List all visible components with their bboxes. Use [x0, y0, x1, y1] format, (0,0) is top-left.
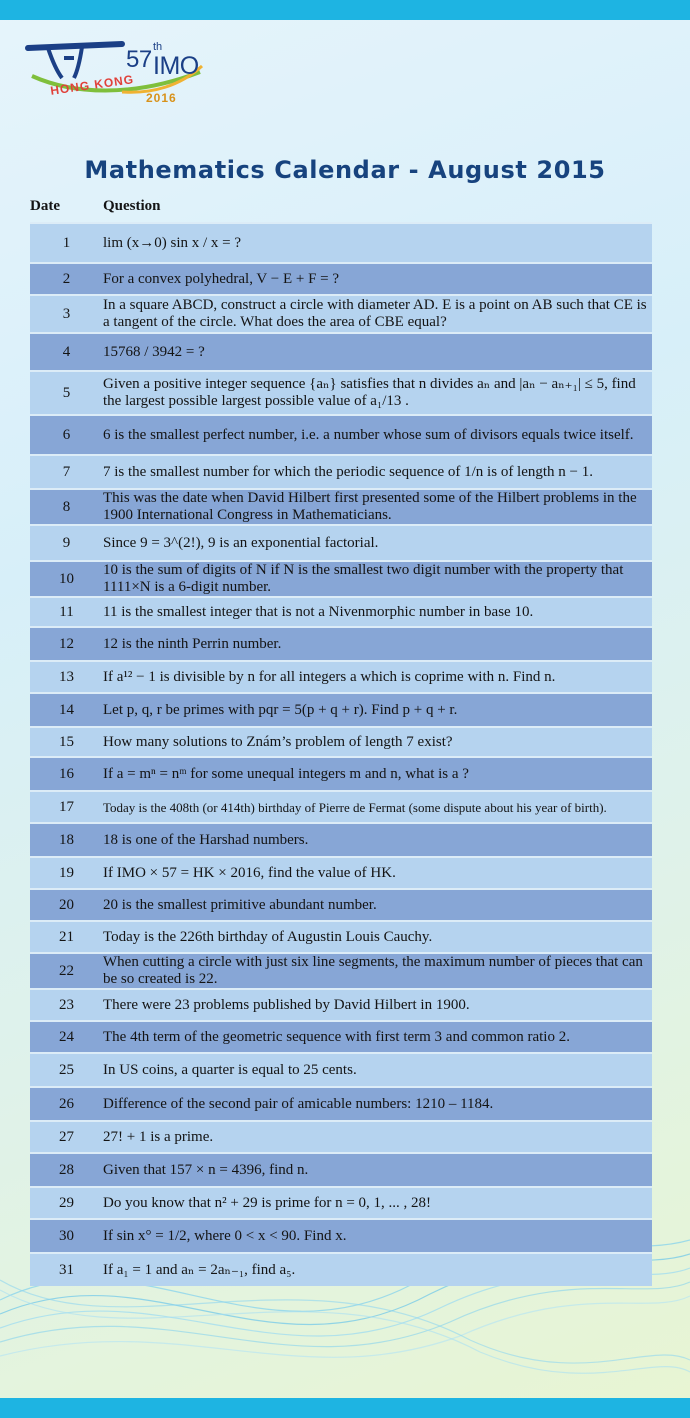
- row-question: 6 is the smallest perfect number, i.e. a number whose sum of divisors equals twice itself.: [103, 426, 634, 443]
- calendar-row: [30, 560, 652, 596]
- row-question: When cutting a circle with just six line segments, the maximum number of pieces that can be so created is 22.: [103, 954, 643, 987]
- row-question: If a¹² − 1 is divisible by n for all integers a which is coprime with n. Find n.: [103, 668, 556, 685]
- row-question: If a₁ = 1 and aₙ = 2aₙ₋₁, find a₅.: [103, 1261, 296, 1278]
- calendar-row: [30, 1020, 652, 1052]
- row-date: 29: [59, 1194, 74, 1211]
- row-date: 28: [59, 1161, 74, 1178]
- row-question: Today is the 408th (or 414th) birthday of Pierre de Fermat (some dispute about his year of birth).: [103, 799, 607, 815]
- row-date: 4: [62, 343, 71, 360]
- row-question: 20 is the smallest primitive abundant number.: [103, 896, 377, 913]
- calendar-table: [30, 222, 652, 1286]
- calendar-row: [30, 332, 652, 370]
- logo-imo: IMO: [153, 52, 199, 80]
- calendar-row: [30, 414, 652, 454]
- row-question: For a convex polyhedral, V − E + F = ?: [103, 270, 340, 287]
- logo-year: 2016: [146, 91, 177, 105]
- row-question: 10 is the sum of digits of N if N is the smallest two digit number with the property that 1111×N is a 6-digit number.: [103, 562, 624, 595]
- row-date: 3: [62, 305, 71, 322]
- calendar-row: [30, 756, 652, 790]
- calendar-row: [30, 1052, 652, 1086]
- calendar-row: [30, 370, 652, 414]
- row-question: If a = mⁿ = nᵐ for some unequal integers m and n, what is a ?: [103, 765, 469, 782]
- row-question: If sin x° = 1/2, where 0 < x < 90. Find x.: [103, 1227, 347, 1244]
- row-date: 16: [59, 765, 74, 782]
- row-question: 11 is the smallest integer that is not a Nivenmorphic number in base 10.: [103, 603, 534, 620]
- row-question: In US coins, a quarter is equal to 25 cents.: [103, 1061, 357, 1078]
- row-date: 1: [62, 234, 71, 251]
- calendar-row: [30, 294, 652, 332]
- row-date: 30: [59, 1227, 74, 1244]
- calendar-row: [30, 1218, 652, 1252]
- row-question: Let p, q, r be primes with pqr = 5(p + q + r). Find p + q + r.: [103, 701, 458, 718]
- row-question: Do you know that n² + 29 is prime for n = 0, 1, ... , 28!: [103, 1194, 432, 1211]
- calendar-row: [30, 524, 652, 560]
- row-date: 15: [59, 733, 74, 750]
- row-date: 25: [59, 1061, 74, 1078]
- row-question: Since 9 = 3^(2!), 9 is an exponential factorial.: [103, 534, 379, 551]
- calendar-row: [30, 626, 652, 660]
- logo-location: HONG KONG: [49, 72, 135, 98]
- imo-2016-logo: [22, 36, 212, 112]
- row-question: The 4th term of the geometric sequence with first term 3 and common ratio 2.: [103, 1028, 570, 1045]
- top-band: [0, 0, 690, 20]
- calendar-row: [30, 790, 652, 822]
- row-date: 31: [59, 1261, 74, 1278]
- row-date: 12: [59, 635, 74, 652]
- row-question: How many solutions to Znám’s problem of length 7 exist?: [103, 733, 453, 750]
- row-date: 21: [59, 928, 74, 945]
- row-question: Given a positive integer sequence {aₙ} satisfies that n divides aₙ and |aₙ − aₙ₊₁| ≤ 5, find the largest possible largest possible value of a₁/13 .: [103, 376, 636, 409]
- row-date: 14: [59, 701, 74, 718]
- row-date: 17: [59, 798, 74, 815]
- row-date: 18: [59, 831, 74, 848]
- row-date: 7: [62, 463, 71, 480]
- calendar-row: [30, 1252, 652, 1286]
- row-question: Today is the 226th birthday of Augustin Louis Cauchy.: [103, 928, 433, 945]
- column-header-question: Question: [103, 198, 161, 214]
- row-date: 11: [59, 603, 74, 620]
- row-question: 15768 / 3942 = ?: [103, 343, 205, 360]
- calendar-row: [30, 1186, 652, 1218]
- row-date: 5: [62, 384, 71, 401]
- logo-ordinal: th: [153, 41, 163, 53]
- row-date: 20: [59, 896, 74, 913]
- calendar-row: [30, 454, 652, 488]
- calendar-row: [30, 856, 652, 888]
- row-question: Given that 157 × n = 4396, find n.: [103, 1161, 309, 1178]
- row-date: 23: [59, 996, 74, 1013]
- calendar-row: [30, 222, 652, 262]
- calendar-row: [30, 952, 652, 988]
- row-question: lim (x→0) sin x / x = ?: [103, 234, 242, 251]
- bottom-band: [0, 1398, 690, 1418]
- calendar-row: [30, 660, 652, 692]
- row-date: 2: [62, 270, 71, 287]
- calendar-row: [30, 920, 652, 952]
- row-date: 10: [59, 570, 74, 587]
- row-question: Difference of the second pair of amicable numbers: 1210 – 1184.: [103, 1095, 494, 1112]
- row-question: 18 is one of the Harshad numbers.: [103, 831, 309, 848]
- row-date: 24: [59, 1028, 74, 1045]
- calendar-row: [30, 822, 652, 856]
- row-question: If IMO × 57 = HK × 2016, find the value of HK.: [103, 864, 396, 881]
- calendar-row: [30, 596, 652, 626]
- calendar-row: [30, 1086, 652, 1120]
- row-question: This was the date when David Hilbert first presented some of the Hilbert problems in the 1900 International Congress in Mathematicians.: [103, 490, 637, 523]
- calendar-row: [30, 1120, 652, 1152]
- row-date: 26: [59, 1095, 74, 1112]
- row-question: 12 is the ninth Perrin number.: [103, 635, 282, 652]
- calendar-row: [30, 262, 652, 294]
- calendar-row: [30, 488, 652, 524]
- calendar-row: [30, 988, 652, 1020]
- logo-number: 57: [126, 46, 152, 73]
- calendar-row: [30, 692, 652, 726]
- row-question: In a square ABCD, construct a circle with diameter AD. E is a point on AB such that CE is a tangent of the circle. What does the area of CBE equal?: [103, 297, 647, 330]
- row-date: 9: [62, 534, 71, 551]
- row-date: 6: [62, 426, 71, 443]
- calendar-row: [30, 1152, 652, 1186]
- row-date: 22: [59, 962, 74, 979]
- calendar-row: [30, 726, 652, 756]
- row-question: 27! + 1 is a prime.: [103, 1128, 214, 1145]
- row-date: 8: [62, 498, 71, 515]
- row-date: 13: [59, 668, 74, 685]
- row-question: There were 23 problems published by David Hilbert in 1900.: [103, 996, 470, 1013]
- page-title: Mathematics Calendar - August 2015: [84, 156, 606, 184]
- row-date: 27: [59, 1128, 74, 1145]
- column-header-date: Date: [30, 198, 60, 214]
- row-question: 7 is the smallest number for which the periodic sequence of 1/n is of length n − 1.: [103, 463, 594, 480]
- row-date: 19: [59, 864, 74, 881]
- calendar-row: [30, 888, 652, 920]
